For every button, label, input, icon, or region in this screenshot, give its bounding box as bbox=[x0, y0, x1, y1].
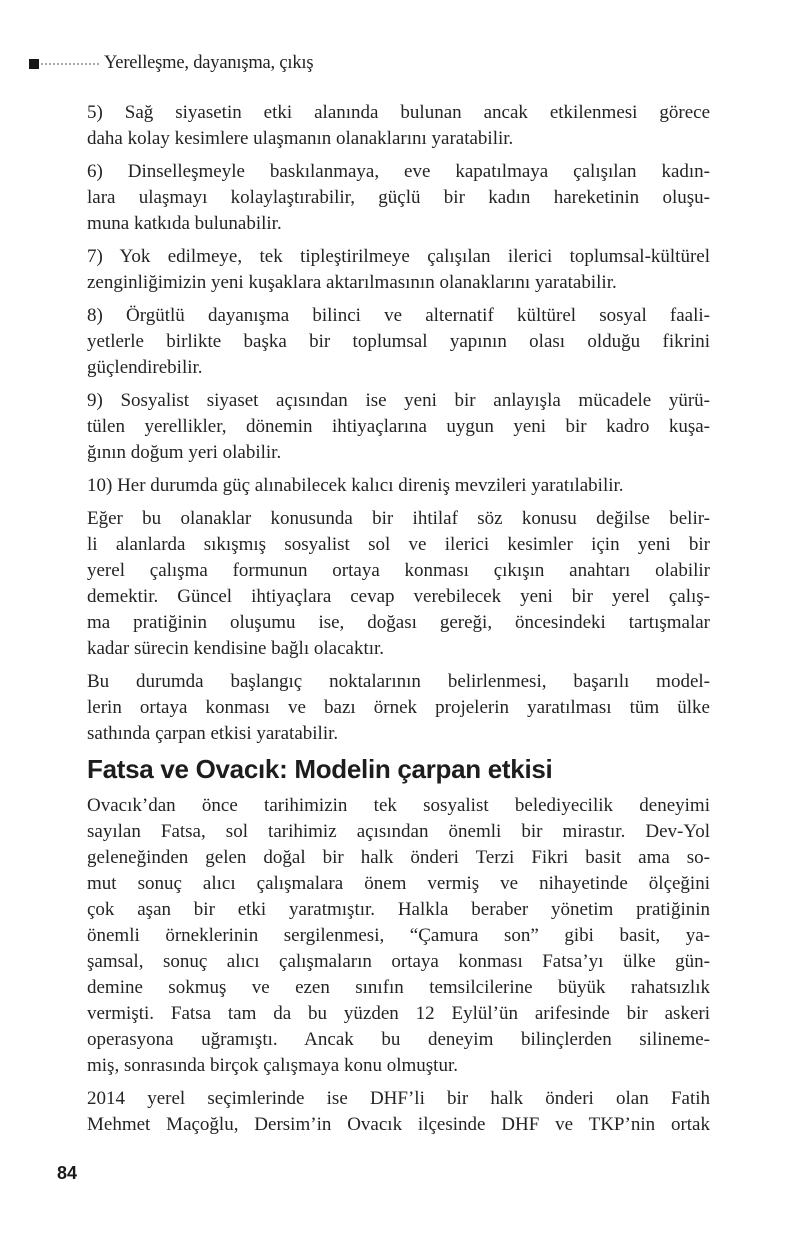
text-line: şamsal, sonuç alıcı çalışmaların ortaya konması Fatsa’yı ülke gün- bbox=[87, 951, 710, 972]
text-line: yerel çalışma formunun ortaya konması çıkışın anahtarı olabilir bbox=[87, 560, 710, 581]
paragraph bbox=[87, 159, 710, 237]
text-line: muna katkıda bulunabilir. bbox=[87, 213, 282, 234]
text-line: zenginliğimizin yeni kuşaklara aktarılmasının olanaklarını yaratabilir. bbox=[87, 272, 617, 293]
text-line: ğının doğum yeri olabilir. bbox=[87, 442, 282, 463]
square-bullet-icon bbox=[29, 59, 39, 69]
text-line: 10) Her durumda güç alınabilecek kalıcı direniş mevzileri yaratılabilir. bbox=[87, 475, 624, 496]
text-line: ma pratiğinin oluşumu ise, doğası gereği, öncesindeki tartışmalar bbox=[87, 612, 710, 633]
text-line: demine sokmuş ve ezen sınıfın temsilcilerine büyük rahatsızlık bbox=[87, 977, 710, 998]
paragraph bbox=[87, 506, 710, 662]
text-line: önemli örneklerinin sergilenmesi, “Çamura son” gibi basit, ya- bbox=[87, 925, 710, 946]
paragraph bbox=[87, 388, 710, 466]
text-line: lerin ortaya konması ve bazı örnek projelerin yaratılması tüm ülke bbox=[87, 697, 710, 718]
dotted-rule bbox=[41, 63, 99, 65]
text-line: 9) Sosyalist siyaset açısından ise yeni bir anlayışla mücadele yürü- bbox=[87, 390, 710, 411]
paragraph bbox=[87, 473, 710, 499]
text-line: güçlendirebilir. bbox=[87, 357, 203, 378]
running-header bbox=[29, 53, 313, 73]
text-line: li alanlarda sıkışmış sosyalist sol ve ilerici kesimler için yeni bir bbox=[87, 534, 710, 555]
text-line: geleneğinden gelen doğal bir halk önderi Terzi Fikri basit ama so- bbox=[87, 847, 710, 868]
text-line: 6) Dinselleşmeyle baskılanmaya, eve kapatılmaya çalışılan kadın- bbox=[87, 161, 710, 182]
text-line: lara ulaşmayı kolaylaştırabilir, güçlü bir kadın hareketinin oluşu- bbox=[87, 187, 710, 208]
section-heading: Fatsa ve Ovacık: Modelin çarpan etkisi bbox=[87, 754, 553, 784]
paragraph bbox=[87, 669, 710, 747]
text-line: tülen yerellikler, dönemin ihtiyaçlarına uygun yeni bir kadro kuşa- bbox=[87, 416, 710, 437]
page-body bbox=[87, 100, 710, 1145]
paragraph bbox=[87, 244, 710, 296]
text-line: 5) Sağ siyasetin etki alanında bulunan ancak etkilenmesi görece bbox=[87, 102, 710, 123]
page-number: 84 bbox=[57, 1163, 78, 1183]
text-line: mut sonuç alıcı çalışmalara önem vermiş ve nihayetinde ölçeğini bbox=[87, 873, 710, 894]
text-line: demektir. Güncel ihtiyaçlara cevap verebilecek yeni bir yerel çalış- bbox=[87, 586, 710, 607]
text-line: miş, sonrasında birçok çalışmaya konu olmuştur. bbox=[87, 1055, 458, 1076]
paragraph bbox=[87, 1086, 710, 1138]
text-line: sayılan Fatsa, sol tarihimiz açısından önemli bir mirastır. Dev-Yol bbox=[87, 821, 710, 842]
text-line: Mehmet Maçoğlu, Dersim’in Ovacık ilçesinde DHF ve TKP’nin ortak bbox=[87, 1114, 710, 1135]
paragraph bbox=[87, 793, 710, 1079]
text-line: 2014 yerel seçimlerinde ise DHF’li bir halk önderi olan Fatih bbox=[87, 1088, 710, 1109]
text-line: yetlerle birlikte başka bir toplumsal yapının olası olduğu fikrini bbox=[87, 331, 710, 352]
text-line: daha kolay kesimlere ulaşmanın olanaklarını yaratabilir. bbox=[87, 128, 514, 149]
text-line: çok aşan bir etki yaratmıştır. Halkla beraber yönetim pratiğinin bbox=[87, 899, 710, 920]
paragraph bbox=[87, 100, 710, 152]
text-line: Eğer bu olanaklar konusunda bir ihtilaf söz konusu değilse belir- bbox=[87, 508, 710, 529]
text-line: vermişti. Fatsa tam da bu yüzden 12 Eylül’ün arifesinde bir askeri bbox=[87, 1003, 710, 1024]
text-line: 7) Yok edilmeye, tek tipleştirilmeye çalışılan ilerici toplumsal-kültürel bbox=[87, 246, 710, 267]
paragraph bbox=[87, 303, 710, 381]
text-line: 8) Örgütlü dayanışma bilinci ve alternatif kültürel sosyal faali- bbox=[87, 305, 710, 326]
text-line: operasyona uğramıştı. Ancak bu deneyim bilinçlerden silineme- bbox=[87, 1029, 710, 1050]
text-line: sathında çarpan etkisi yaratabilir. bbox=[87, 723, 339, 744]
text-line: Ovacık’dan önce tarihimizin tek sosyalist belediyecilik deneyimi bbox=[87, 795, 710, 816]
text-line: kadar sürecin kendisine bağlı olacaktır. bbox=[87, 638, 385, 659]
text-line: Bu durumda başlangıç noktalarının belirlenmesi, başarılı model- bbox=[87, 671, 710, 692]
running-header-title: Yerelleşme, dayanışma, çıkış bbox=[104, 53, 314, 73]
